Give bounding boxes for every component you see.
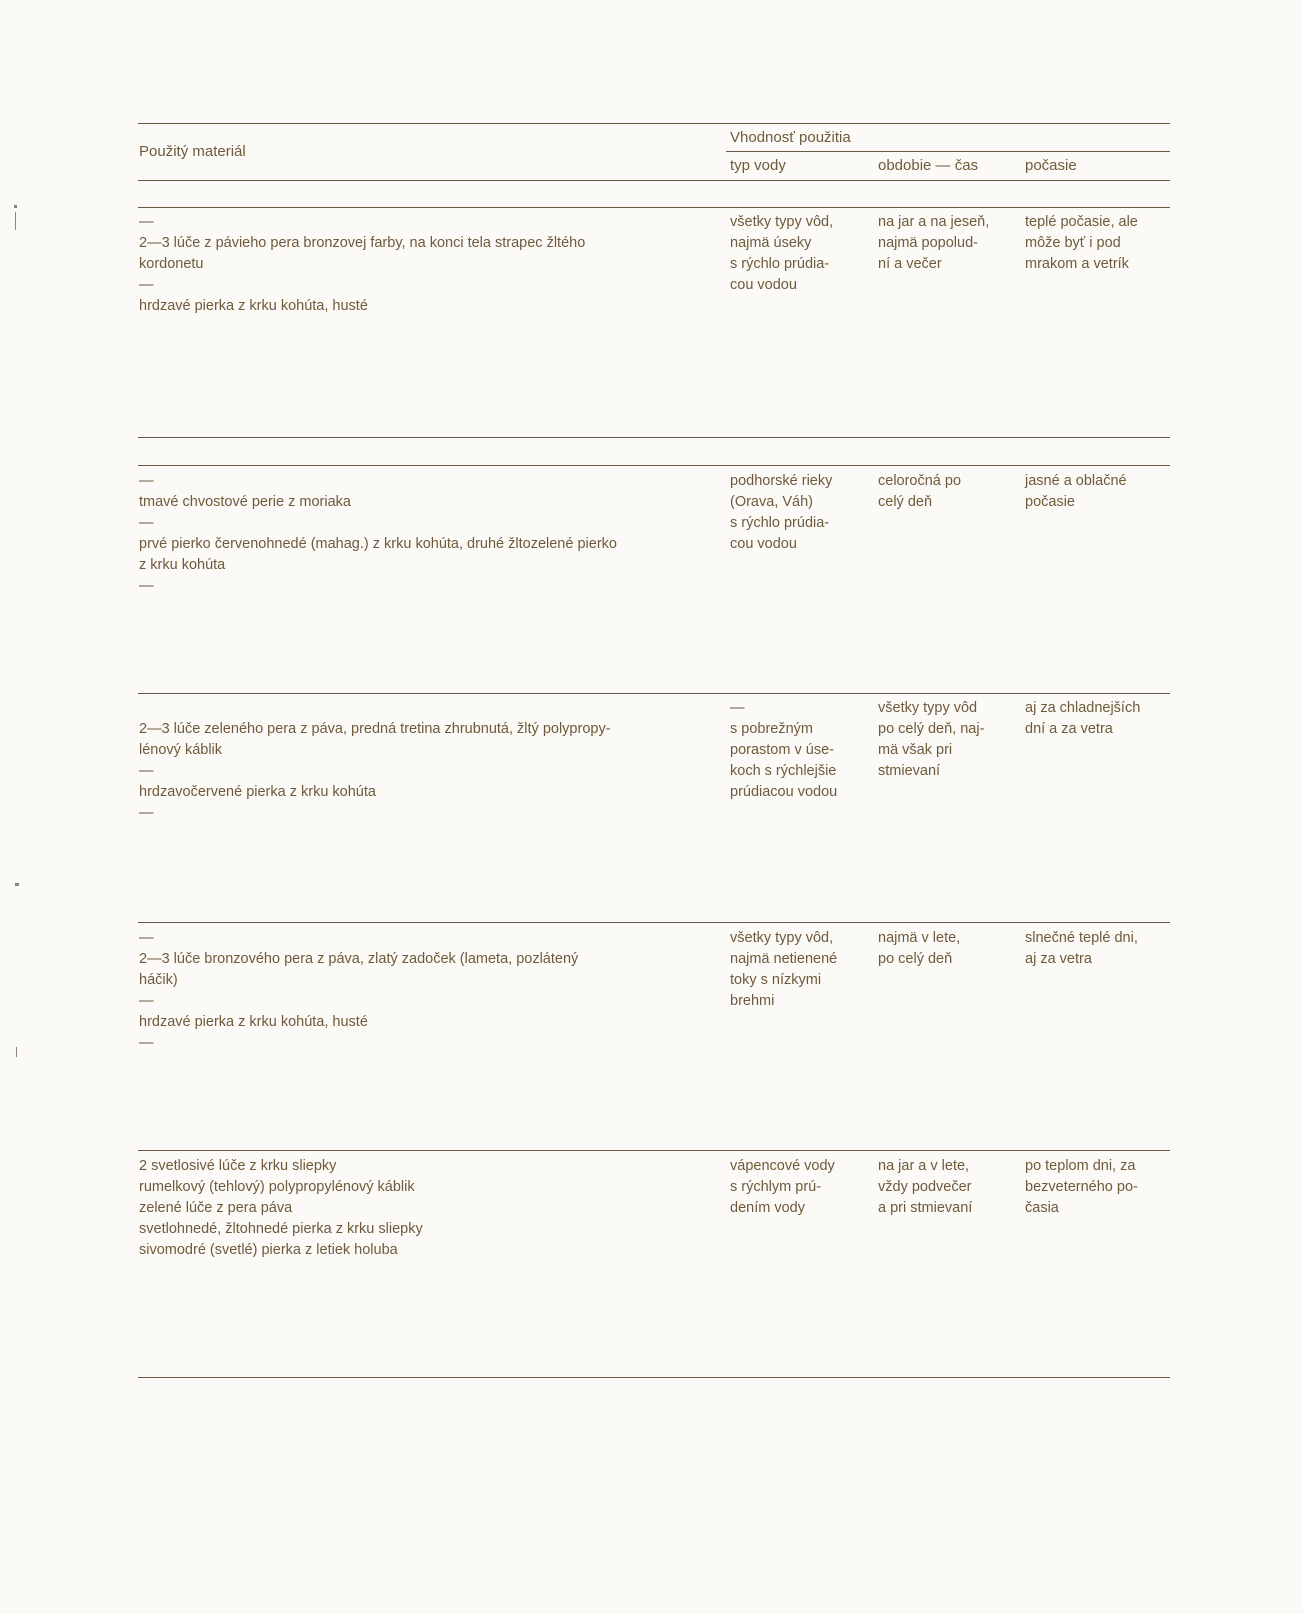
period-cell: na jar a v lete, vždy podvečer a pri stmievaní xyxy=(878,1158,973,1216)
header-water: typ vody xyxy=(730,157,786,174)
row-separator xyxy=(138,693,1170,694)
header-material: Použitý materiál xyxy=(139,143,246,160)
water-cell: podhorské rieky (Orava, Váh) s rýchlo prúdia- cou vodou xyxy=(730,473,833,552)
period-cell: všetky typy vôd po celý deň, naj- mä však pri stmievaní xyxy=(878,700,985,779)
bottom-rule xyxy=(138,1377,1170,1378)
weather-cell: jasné a oblačné počasie xyxy=(1025,473,1127,510)
row-separator xyxy=(138,437,1170,438)
material-cell: — 2—3 lúče bronzového pera z páva, zlatý zadoček (lameta, pozlátený háčik) — hrdzavé pierka z krku kohúta, husté — xyxy=(139,930,579,1051)
header-bottom-rule xyxy=(138,180,1170,181)
water-cell: všetky typy vôd, najmä netienené toky s nízkymi brehmi xyxy=(730,930,838,1009)
weather-cell: aj za chladnejších dní a za vetra xyxy=(1025,700,1141,737)
margin-speck xyxy=(14,205,17,208)
period-cell: celoročná po celý deň xyxy=(878,473,962,510)
weather-cell: teplé počasie, ale môže byť i pod mrakom a vetrík xyxy=(1025,214,1138,272)
row-separator xyxy=(138,207,1170,208)
row-separator xyxy=(138,1150,1170,1151)
material-cell: — 2—3 lúče z pávieho pera bronzovej farby, na konci tela strapec žltého kordonetu — hrdzavé pierka z krku kohúta, husté xyxy=(139,214,586,314)
material-cell: — tmavé chvostové perie z moriaka — prvé pierko červenohnedé (mahag.) z krku kohúta, druhé žltozelené pierko z krku kohúta — xyxy=(139,473,617,594)
water-cell: — s pobrežným porastom v úse- koch s rýchlejšie prúdiacou vodou xyxy=(730,700,838,800)
weather-cell: po teplom dni, za bezveterného po- časia xyxy=(1025,1158,1138,1216)
row-separator xyxy=(138,465,1170,466)
header-weather: počasie xyxy=(1025,157,1077,174)
suitability-rule xyxy=(726,151,1170,152)
period-cell: na jar a na jeseň, najmä popolud- ní a večer xyxy=(878,214,990,272)
material-cell: 2 svetlosivé lúče z krku sliepky rumelkový (tehlový) polypropylénový káblik zelené lúče z pera páva svetlohnedé, žltohnedé pierka z krku sliepky sivomodré (svetlé) pierka z letiek holuba xyxy=(139,1158,423,1258)
row-separator xyxy=(138,922,1170,923)
margin-speck xyxy=(15,212,16,230)
header-period: obdobie — čas xyxy=(878,157,979,174)
water-cell: vápencové vody s rýchlym prú- dením vody xyxy=(730,1158,835,1216)
weather-cell: slnečné teplé dni, aj za vetra xyxy=(1025,930,1138,967)
margin-speck xyxy=(15,883,19,886)
top-rule xyxy=(138,123,1170,124)
water-cell: všetky typy vôd, najmä úseky s rýchlo prúdia- cou vodou xyxy=(730,214,834,293)
material-cell: 2—3 lúče zeleného pera z páva, predná tretina zhrubnutá, žltý polypropy- lénový káblik — hrdzavočervené pierka z krku kohúta — xyxy=(139,721,611,821)
margin-speck xyxy=(16,1047,17,1057)
period-cell: najmä v lete, po celý deň xyxy=(878,930,961,967)
header-suitability: Vhodnosť použitia xyxy=(730,129,851,146)
